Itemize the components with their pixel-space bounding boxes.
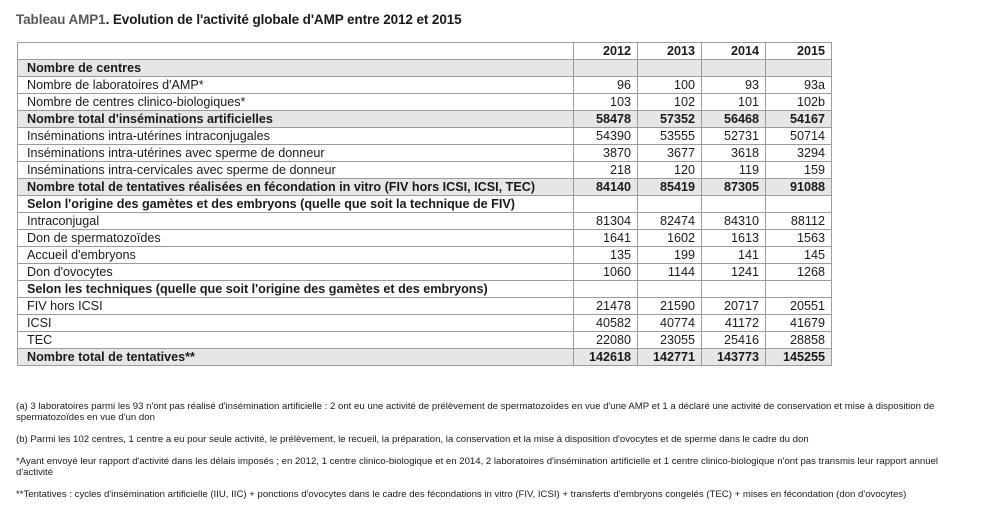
footnotes bbox=[16, 401, 976, 511]
value-cell bbox=[638, 60, 702, 77]
value-cell: 20717 bbox=[702, 298, 766, 315]
value-cell: 91088 bbox=[766, 179, 832, 196]
value-cell: 142618 bbox=[574, 349, 638, 366]
value-cell: 1241 bbox=[702, 264, 766, 281]
value-cell: 120 bbox=[638, 162, 702, 179]
table-row bbox=[18, 145, 832, 162]
value-cell: 1641 bbox=[574, 230, 638, 247]
row-label: Selon l'origine des gamètes et des embryons (quelle que soit la technique de FIV) bbox=[18, 196, 574, 213]
section-row bbox=[18, 60, 832, 77]
footnote: **Tentatives : cycles d'insémination artificielle (IIU, IIC) + ponctions d'ovocytes dans le cadre des fécondations in vitro (FIV, ICSI) + transferts d'embryons congelés (TEC) + mises en fécondation (don d'ovocytes) bbox=[16, 489, 907, 500]
value-cell: 87305 bbox=[702, 179, 766, 196]
value-cell: 102b bbox=[766, 94, 832, 111]
value-cell: 82474 bbox=[638, 213, 702, 230]
row-label: Inséminations intra-cervicales avec sperme de donneur bbox=[18, 162, 574, 179]
value-cell: 96 bbox=[574, 77, 638, 94]
value-cell: 119 bbox=[702, 162, 766, 179]
value-cell bbox=[766, 281, 832, 298]
value-cell: 100 bbox=[638, 77, 702, 94]
value-cell bbox=[574, 60, 638, 77]
footnote: (b) Parmi les 102 centres, 1 centre a eu pour seule activité, le prélèvement, le recueil, la préparation, la conservation et la mise à disposition d'ovocytes et de sperme dans le cadre du don bbox=[16, 434, 809, 445]
value-cell: 21590 bbox=[638, 298, 702, 315]
value-cell: 54167 bbox=[766, 111, 832, 128]
row-label: Inséminations intra-utérines intraconjugales bbox=[18, 128, 574, 145]
value-cell bbox=[702, 60, 766, 77]
value-cell: 50714 bbox=[766, 128, 832, 145]
value-cell: 145255 bbox=[766, 349, 832, 366]
value-cell: 56468 bbox=[702, 111, 766, 128]
row-label: TEC bbox=[18, 332, 574, 349]
value-cell: 81304 bbox=[574, 213, 638, 230]
table-body bbox=[18, 60, 832, 366]
value-cell: 54390 bbox=[574, 128, 638, 145]
table-title bbox=[16, 12, 462, 27]
value-cell: 58478 bbox=[574, 111, 638, 128]
total-row bbox=[18, 179, 832, 196]
value-cell: 25416 bbox=[702, 332, 766, 349]
subsection-row bbox=[18, 196, 832, 213]
value-cell: 22080 bbox=[574, 332, 638, 349]
value-cell: 40582 bbox=[574, 315, 638, 332]
value-cell bbox=[638, 196, 702, 213]
value-cell bbox=[766, 196, 832, 213]
value-cell: 1602 bbox=[638, 230, 702, 247]
table-row bbox=[18, 298, 832, 315]
row-label: Inséminations intra-utérines avec sperme de donneur bbox=[18, 145, 574, 162]
table-row bbox=[18, 315, 832, 332]
footnote: (a) 3 laboratoires parmi les 93 n'ont pas réalisé d'insémination artificielle : 2 ont eu une activité de prélèvement de spermatozoïdes en vue d'une AMP et 1 a déclaré une activité de conservation et mise à disposition de spermatozoïdes en vue d'un don bbox=[16, 401, 935, 423]
value-cell: 159 bbox=[766, 162, 832, 179]
value-cell: 85419 bbox=[638, 179, 702, 196]
year-header: 2013 bbox=[638, 43, 702, 60]
year-header: 2014 bbox=[702, 43, 766, 60]
row-label: Nombre de centres bbox=[18, 60, 574, 77]
table-row bbox=[18, 162, 832, 179]
value-cell bbox=[574, 196, 638, 213]
row-label: Don d'ovocytes bbox=[18, 264, 574, 281]
value-cell bbox=[702, 281, 766, 298]
value-cell: 142771 bbox=[638, 349, 702, 366]
row-label: Nombre total de tentatives réalisées en fécondation in vitro (FIV hors ICSI, ICSI, TEC) bbox=[18, 179, 574, 196]
header-row bbox=[18, 43, 832, 60]
value-cell: 28858 bbox=[766, 332, 832, 349]
value-cell: 135 bbox=[574, 247, 638, 264]
row-label: Nombre de centres clinico-biologiques* bbox=[18, 94, 574, 111]
value-cell: 3870 bbox=[574, 145, 638, 162]
row-label: Don de spermatozoïdes bbox=[18, 230, 574, 247]
value-cell: 3618 bbox=[702, 145, 766, 162]
total-row bbox=[18, 111, 832, 128]
row-label: Selon les techniques (quelle que soit l'origine des gamètes et des embryons) bbox=[18, 281, 574, 298]
row-label: Nombre total d'inséminations artificielles bbox=[18, 111, 574, 128]
value-cell: 21478 bbox=[574, 298, 638, 315]
total-row bbox=[18, 349, 832, 366]
table-row bbox=[18, 213, 832, 230]
value-cell bbox=[574, 281, 638, 298]
value-cell: 53555 bbox=[638, 128, 702, 145]
row-label: FIV hors ICSI bbox=[18, 298, 574, 315]
value-cell bbox=[702, 196, 766, 213]
year-header: 2015 bbox=[766, 43, 832, 60]
value-cell: 20551 bbox=[766, 298, 832, 315]
value-cell: 40774 bbox=[638, 315, 702, 332]
row-label: Nombre total de tentatives** bbox=[18, 349, 574, 366]
value-cell: 1268 bbox=[766, 264, 832, 281]
value-cell: 23055 bbox=[638, 332, 702, 349]
value-cell: 199 bbox=[638, 247, 702, 264]
value-cell: 88112 bbox=[766, 213, 832, 230]
row-label: Intraconjugal bbox=[18, 213, 574, 230]
value-cell: 93 bbox=[702, 77, 766, 94]
value-cell: 1060 bbox=[574, 264, 638, 281]
table-row bbox=[18, 264, 832, 281]
amp-activity-table bbox=[17, 42, 832, 366]
value-cell: 141 bbox=[702, 247, 766, 264]
footnote: *Ayant envoyé leur rapport d'activité dans les délais imposés ; en 2012, 1 centre clinico-biologique et en 2014, 2 laboratoires d'insémination artificielle et 1 centre clinico-biologique n'ont pas transmis leur rapport annuel d'activité bbox=[16, 456, 939, 478]
table-row bbox=[18, 332, 832, 349]
value-cell: 1144 bbox=[638, 264, 702, 281]
value-cell: 84140 bbox=[574, 179, 638, 196]
value-cell: 101 bbox=[702, 94, 766, 111]
table-row bbox=[18, 230, 832, 247]
table-title-label: Tableau AMP1 bbox=[16, 12, 106, 27]
table-row bbox=[18, 77, 832, 94]
value-cell: 1563 bbox=[766, 230, 832, 247]
value-cell: 3677 bbox=[638, 145, 702, 162]
table-title-text: . Evolution de l'activité globale d'AMP entre 2012 et 2015 bbox=[105, 12, 462, 27]
value-cell bbox=[638, 281, 702, 298]
value-cell: 3294 bbox=[766, 145, 832, 162]
value-cell bbox=[766, 60, 832, 77]
header-blank-cell bbox=[18, 43, 574, 60]
table-row bbox=[18, 128, 832, 145]
value-cell: 143773 bbox=[702, 349, 766, 366]
table-row bbox=[18, 247, 832, 264]
value-cell: 93a bbox=[766, 77, 832, 94]
table-row bbox=[18, 94, 832, 111]
year-header: 2012 bbox=[574, 43, 638, 60]
row-label: Nombre de laboratoires d'AMP* bbox=[18, 77, 574, 94]
value-cell: 57352 bbox=[638, 111, 702, 128]
value-cell: 102 bbox=[638, 94, 702, 111]
value-cell: 41679 bbox=[766, 315, 832, 332]
value-cell: 103 bbox=[574, 94, 638, 111]
subsection-row bbox=[18, 281, 832, 298]
row-label: ICSI bbox=[18, 315, 574, 332]
value-cell: 41172 bbox=[702, 315, 766, 332]
value-cell: 52731 bbox=[702, 128, 766, 145]
value-cell: 1613 bbox=[702, 230, 766, 247]
row-label: Accueil d'embryons bbox=[18, 247, 574, 264]
value-cell: 145 bbox=[766, 247, 832, 264]
value-cell: 218 bbox=[574, 162, 638, 179]
value-cell: 84310 bbox=[702, 213, 766, 230]
